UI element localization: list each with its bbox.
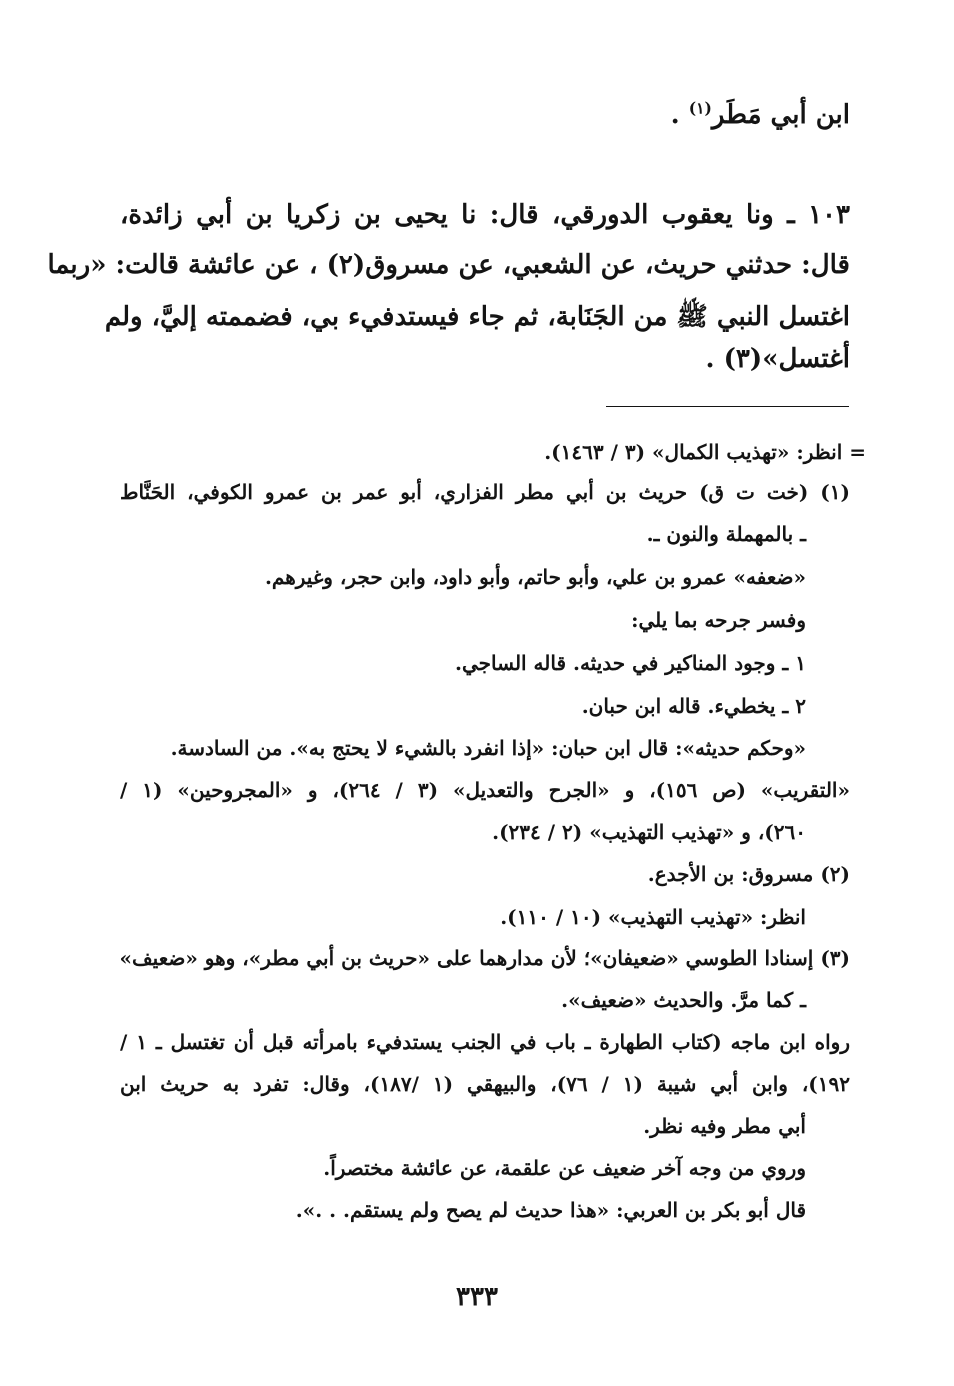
page-number: ٣٣٣ — [456, 1282, 498, 1312]
note-3-line-4: ١٩٢)، وابن أبي شيبة (١ / ٧٦)، والبيهقي (١ /١٨٧)، وقال: تفرد به حريث ابن — [120, 1072, 850, 1096]
note-3-line-6: وروي من وجه آخر ضعيف عن علقمة، عن عائشة مختصراً. — [323, 1156, 806, 1180]
note-1-line-7: «وحكم حديثه»: قال ابن حبان: «إذا انفرد بالشيء لا يحتج به». من السادسة. — [170, 736, 806, 760]
note-continuation: = انظر: «تهذيب الكمال» (٣ / ١٤٦٣). — [544, 440, 866, 464]
hadith-103-line-2: قال: حدثني حريث، عن الشعبي، عن مسروق(٢) ، عن عائشة قالت: «ربما — [47, 250, 850, 280]
note-3-line-2: ـ كما مرَّ. والحديث «ضعيف». — [561, 988, 806, 1012]
note-3-line-7: قال أبو بكر بن العربي: «هذا حديث لم يصح ولم يستقم. . .». — [295, 1198, 806, 1222]
note-1-line-6: ٢ ـ يخطيء. قاله ابن حبان. — [581, 694, 806, 718]
note-3-line-1: (٣) إسنادا الطوسي «ضعيفان»؛ لأن مدارهما على «حريث بن أبي مطر»، وهو «ضعيف» — [119, 946, 850, 970]
main-line-1-end: . — [670, 100, 689, 130]
hadith-103-line-3: اغتسل النبي ﷺ من الجَنَابة، ثم جاء فيستدفيء بي، فضممته إليَّ، ولم — [104, 302, 850, 332]
hadith-103-line-1: ١٠٣ ـ ونا يعقوب الدورقي، قال: نا يحيى بن زكريا بن أبي زائدة، — [120, 200, 850, 230]
note-1-line-4: وفسر جرحه بما يلي: — [631, 608, 806, 632]
note-1-line-2: ـ بالمهملة والنون ـ. — [646, 522, 806, 546]
note-3-line-5: أبي مطر وفيه نظر. — [643, 1114, 806, 1138]
note-3-line-3: رواه ابن ماجه (كتاب الطهارة ـ باب في الجنب يستدفيء بامرأته قبل أن تغتسل ـ ١ / — [120, 1030, 850, 1054]
main-line-1 — [671, 100, 850, 130]
footnote-ref-1: (١) — [688, 98, 712, 118]
note-1-line-5: ١ ـ وجود المناكير في حديثه. قاله الساجي. — [455, 651, 806, 675]
hadith-103-line-4: أغتسل»(٣) . — [705, 344, 850, 374]
note-1-line-1: (١) (خت ت ق) حريث بن أبي مطر الفزاري، أبو عمر بن عمرو الكوفي، الحَنَّاط — [120, 480, 850, 504]
main-line-1-text: ابن أبي مَطَر — [711, 100, 850, 130]
footnote-separator — [606, 406, 849, 407]
note-1-line-9: ٢٦٠)، و «تهذيب التهذيب» (٢ / ٢٣٤). — [492, 820, 806, 844]
note-1-line-3: «ضعفه» عمرو بن علي، وأبو حاتم، وأبو داود، وابن حجر، وغيرهم. — [264, 565, 806, 589]
note-2-line-1: (٢) مسروق: بن الأجدع. — [647, 862, 850, 886]
note-1-line-8: «التقريب» (ص ١٥٦)، و «الجرح والتعديل» (٣ / ٢٦٤)، و «المجروحين» (١ / — [120, 778, 850, 802]
note-2-line-2: انظر: «تهذيب التهذيب» (١٠ / ١١٠). — [500, 905, 806, 929]
